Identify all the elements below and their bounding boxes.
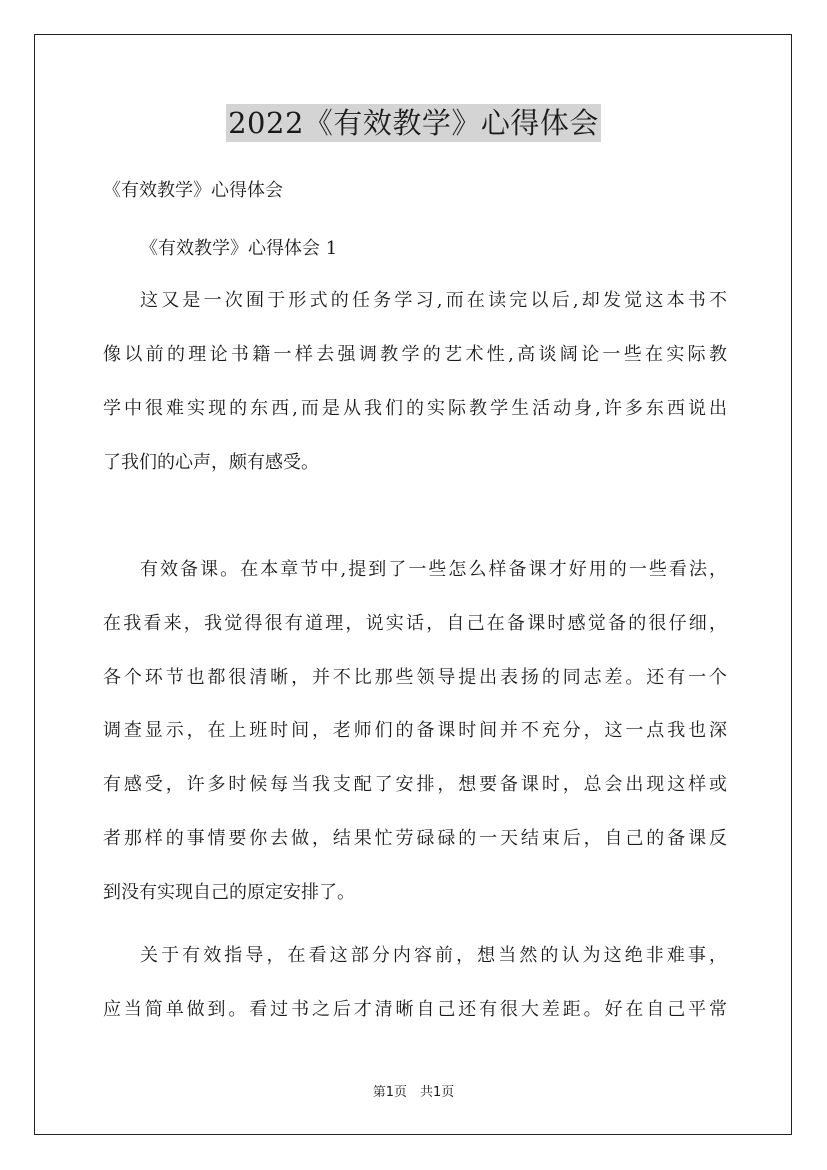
paragraph-2 [103,557,727,934]
paragraph-line: 应当简单做到。看过书之后才清晰自己还有很大差距。好在自己平常 [103,999,727,1020]
document-subtitle: 《有效教学》心得体会 [103,180,283,201]
title-container [0,104,827,142]
page-number: 第1页 共1页 [372,1085,455,1100]
paragraph-line: 了我们的心声，颇有感受。 [103,452,319,473]
paragraph-line: 调查显示，在上班时间，老师们的备课时间并不充分，这一点我也深 [103,720,727,742]
paragraph-line: 像以前的理论书籍一样去强调教学的艺术性,高谈阔论一些在实际教 [103,344,727,365]
section-heading: 《有效教学》心得体会 1 [140,238,338,259]
paragraph-line: 在我看来，我觉得很有道理，说实话，自己在备课时感觉备的很仔细， [103,612,727,634]
paragraph-line: 学中很难实现的东西,而是从我们的实际教学生活动身,许多东西说出 [103,398,727,419]
paragraph-line: 有效备课。在本章节中,提到了一些怎么样备课才好用的一些看法， [140,559,727,580]
paragraph-line: 这又是一次囿于形式的任务学习,而在读完以后,却发觉这本书不 [140,290,727,311]
paragraph-line: 到没有实现自己的原定安排了。 [103,881,355,903]
paragraph-line: 有感受，许多时候每当我支配了安排，想要备课时，总会出现这样或 [103,774,727,796]
paragraph-1 [103,288,727,504]
paragraph-line: 者那样的事情要你去做，结果忙劳碌碌的一天结束后，自己的备课反 [103,827,727,849]
paragraph-line: 各个环节也都很清晰，并不比那些领导提出表扬的同志差。还有一个 [103,666,727,688]
paragraph-line: 关于有效指导，在看这部分内容前，想当然的认为这绝非难事， [140,945,727,966]
paragraph-3 [103,943,727,1051]
document-title: 2022《有效教学》心得体会 [228,106,599,140]
